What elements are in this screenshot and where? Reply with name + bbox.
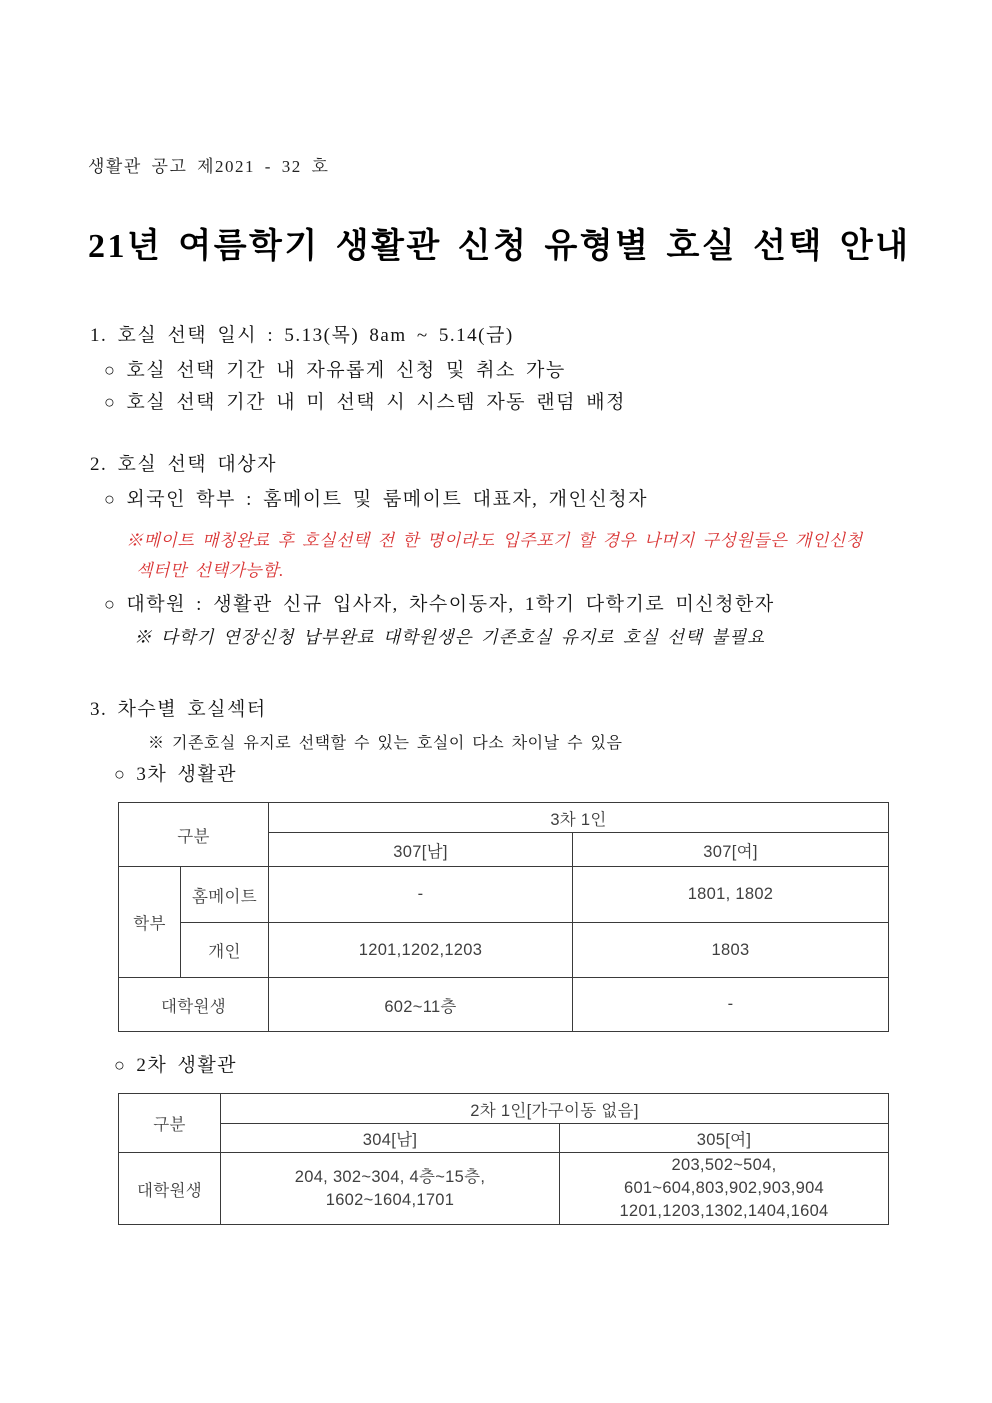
- section1-item2: [104, 391, 626, 415]
- t1-individual-male: 1201,1202,1203: [269, 923, 573, 978]
- circle-bullet: ○: [114, 1055, 127, 1075]
- t2-grad-female-line3: 1201,1203,1302,1404,1604: [619, 1202, 829, 1220]
- t2-col-female-header: 305[여]: [560, 1124, 889, 1153]
- t2-col-male-header: 304[남]: [221, 1124, 560, 1153]
- circle-bullet: ○: [104, 360, 117, 380]
- t1-homemate-label: 홈메이트: [181, 867, 269, 923]
- table-2cha: [118, 1093, 889, 1225]
- t2-grad-male-line1: 204, 302~304, 4층~15층,: [294, 1167, 486, 1186]
- page-title: 21년 여름학기 생활관 신청 유형별 호실 선택 안내: [88, 228, 911, 265]
- section1-heading: 1. 호실 선택 일시 : 5.13(목) 8am ~ 5.14(금): [90, 325, 514, 346]
- t2-grad-female-line2: 601~604,803,902,903,904: [623, 1179, 825, 1197]
- section1-item1-text: 호실 선택 기간 내 자유롭게 신청 및 취소 가능: [126, 360, 566, 381]
- circle-bullet: ○: [104, 489, 117, 509]
- t2-grad-female: [560, 1153, 889, 1225]
- section2-heading: 2. 호실 선택 대상자: [90, 454, 277, 475]
- table-row: [119, 1153, 889, 1225]
- t1-individual-female: 1803: [573, 923, 889, 978]
- circle-bullet: ○: [104, 594, 117, 614]
- t1-col-male-header: 307[남]: [269, 833, 573, 867]
- t1-hakbu-cell: 학부: [119, 867, 181, 978]
- table-row: [119, 923, 889, 978]
- t1-individual-label: 개인: [181, 923, 269, 978]
- t1-grad-label: 대학원생: [119, 978, 269, 1032]
- t1-col-female-header: 307[여]: [573, 833, 889, 867]
- circle-bullet: ○: [114, 764, 127, 784]
- table-row: [119, 978, 889, 1032]
- t2-gubun-cell: 구분: [119, 1094, 221, 1153]
- section3-sub1: [114, 763, 237, 787]
- section1-item1: [104, 359, 566, 383]
- t1-grad-female: -: [573, 978, 889, 1032]
- section2-item2-text: 대학원 : 생활관 신규 입사자, 차수이동자, 1학기 다학기로 미신청한자: [126, 594, 775, 615]
- section3-sub2: [114, 1054, 237, 1078]
- section1-item2-text: 호실 선택 기간 내 미 선택 시 시스템 자동 랜덤 배정: [126, 392, 626, 413]
- section3-note: ※ 기존호실 유지로 선택할 수 있는 호실이 다소 차이날 수 있음: [148, 735, 623, 752]
- t1-grad-male: 602~11층: [269, 978, 573, 1032]
- section3-sub1-text: 3차 생활관: [136, 764, 238, 785]
- t1-homemate-male: -: [269, 867, 573, 923]
- section2-red-note-line1: ※메이트 매칭완료 후 호실선택 전 한 명이라도 입주포기 할 경우 나머지 구성원들은 개인신청: [126, 531, 863, 550]
- t1-gubun-cell: 구분: [119, 803, 269, 867]
- table-row: [119, 867, 889, 923]
- section2-red-note-line2: 섹터만 선택가능함.: [136, 561, 284, 580]
- t2-grad-label: 대학원생: [119, 1153, 221, 1225]
- doc-number: 생활관 공고 제2021 - 32 호: [88, 157, 330, 176]
- section2-item1-text: 외국인 학부 : 홈메이트 및 룸메이트 대표자, 개인신청자: [126, 489, 648, 510]
- t1-group-header: 3차 1인: [269, 803, 889, 833]
- section2-item2: [104, 593, 775, 617]
- t2-grad-female-line1: 203,502~504,: [671, 1156, 777, 1174]
- circle-bullet: ○: [104, 392, 117, 412]
- section2-item1: [104, 488, 648, 512]
- section3-sub2-text: 2차 생활관: [136, 1055, 238, 1076]
- t2-grad-male: [221, 1153, 560, 1225]
- t1-homemate-female: 1801, 1802: [573, 867, 889, 923]
- section3-heading: 3. 차수별 호실섹터: [90, 699, 267, 720]
- section2-note2: ※ 다학기 연장신청 납부완료 대학원생은 기존호실 유지로 호실 선택 불필요: [134, 627, 766, 647]
- t2-grad-male-line2: 1602~1604,1701: [325, 1190, 455, 1209]
- table-3cha: [118, 802, 889, 1032]
- t2-group-header: 2차 1인[가구이동 없음]: [221, 1094, 889, 1124]
